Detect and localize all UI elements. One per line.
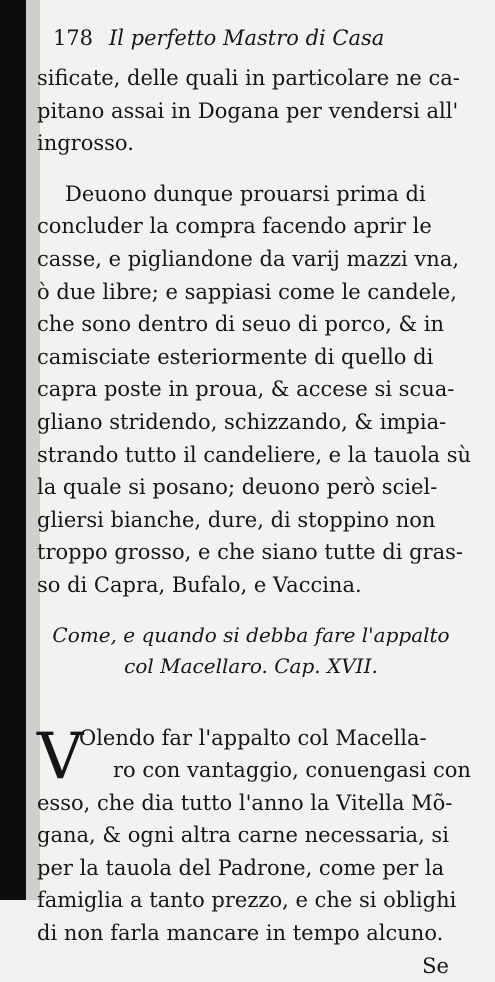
text-line: ò due libre; e sappiasi come le candele, bbox=[37, 279, 457, 304]
text-line: per la tauola del Padrone, come per la bbox=[37, 855, 445, 880]
text-line: Olendo far l'appalto col Macella- bbox=[79, 725, 427, 750]
catchword: Se bbox=[422, 953, 449, 978]
page-text-block bbox=[37, 26, 472, 982]
text-line: troppo grosso, e che siano tutte di gras- bbox=[37, 540, 463, 565]
text-line: pitano assai in Dogana per vendersi all' bbox=[37, 98, 459, 123]
text-line: gliersi bianche, dure, di stoppino non bbox=[37, 507, 436, 532]
text-line: di non farla mancare in tempo alcuno. bbox=[37, 921, 444, 946]
heading-gap bbox=[37, 602, 465, 620]
text-line: strando tutto il candeliere, e la tauola sù bbox=[37, 442, 472, 467]
text-line: capra poste in proua, & accese si scua- bbox=[37, 377, 455, 402]
text-line: camisciate esteriormente di quello di bbox=[37, 344, 434, 369]
page-number: 178 bbox=[52, 26, 94, 50]
text-line: so di Capra, Bufalo, e Vaccina. bbox=[37, 572, 362, 597]
chapter-heading-line: Come, e quando si debba fare l'appalto bbox=[52, 622, 450, 647]
text-line: sificate, delle quali in particolare ne ca- bbox=[37, 66, 460, 90]
paragraph-gap bbox=[37, 160, 465, 178]
chapter-heading bbox=[37, 620, 465, 682]
paragraph-3 bbox=[37, 719, 471, 950]
running-head bbox=[37, 26, 465, 62]
text-line: concluder la compra facendo aprir le bbox=[37, 214, 432, 239]
paragraph-2 bbox=[37, 178, 472, 602]
paragraph-1 bbox=[37, 62, 465, 160]
text-line: gana, & ogni altra carne necessaria, si bbox=[37, 823, 449, 848]
text-line: la quale si posano; deuono però sciel- bbox=[37, 475, 438, 500]
chapter-heading-line: col Macellaro. Cap. XVII. bbox=[124, 653, 378, 678]
binding-gutter bbox=[0, 0, 26, 900]
drop-cap: V bbox=[37, 719, 84, 794]
text-line: ro con vantaggio, conuengasi con bbox=[113, 758, 471, 783]
running-title: Il perfetto Mastro di Casa bbox=[109, 26, 385, 50]
section-gap bbox=[37, 682, 465, 722]
text-line: Deuono dunque prouarsi prima di bbox=[65, 181, 426, 206]
text-line: esso, che dia tutto l'anno la Vitella Mõ- bbox=[37, 790, 453, 815]
text-line: ingrosso. bbox=[37, 131, 134, 156]
text-line: famiglia a tanto prezzo, e che si oblighi bbox=[37, 888, 457, 913]
text-line: gliano stridendo, schizzando, & impia- bbox=[37, 409, 447, 434]
text-line: casse, e pigliandone da varij mazzi vna, bbox=[37, 246, 460, 271]
text-line: che sono dentro di seuo di porco, & in bbox=[37, 312, 445, 337]
